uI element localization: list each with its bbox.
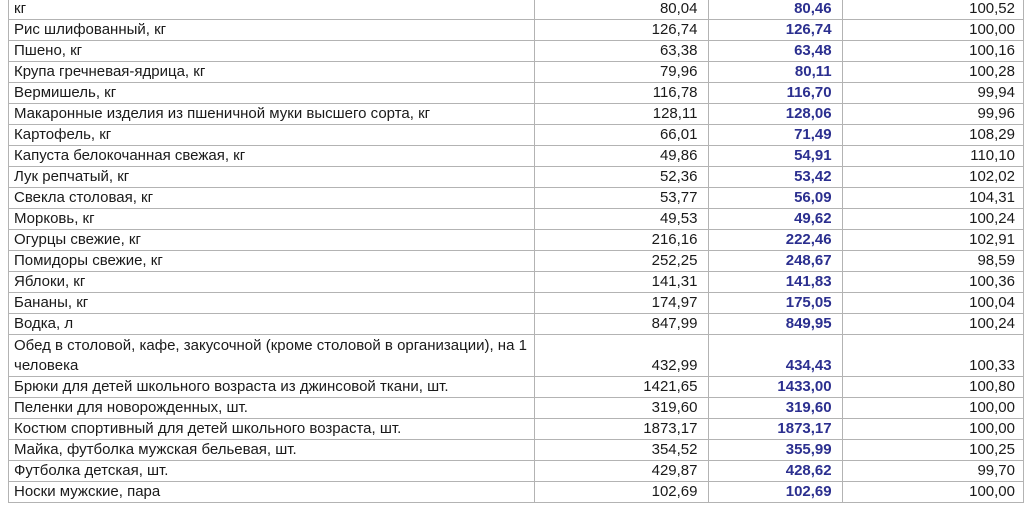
table-row — [9, 104, 1024, 125]
table-row — [9, 398, 1024, 419]
product-name-cell: Свекла столовая, кг — [9, 188, 535, 209]
previous-price-cell: 319,60 — [534, 398, 708, 419]
current-price-cell: 128,06 — [708, 104, 842, 125]
price-index-cell: 100,04 — [842, 293, 1023, 314]
current-price-cell: 222,46 — [708, 230, 842, 251]
price-index-cell: 99,94 — [842, 83, 1023, 104]
previous-price-cell: 1873,17 — [534, 419, 708, 440]
product-name-cell: Огурцы свежие, кг — [9, 230, 535, 251]
table-row — [9, 167, 1024, 188]
price-index-cell: 99,70 — [842, 461, 1023, 482]
product-name-cell: Пеленки для новорожденных, шт. — [9, 398, 535, 419]
price-index-cell: 100,00 — [842, 398, 1023, 419]
current-price-cell: 1433,00 — [708, 377, 842, 398]
price-index-cell: 98,59 — [842, 251, 1023, 272]
table-row — [9, 209, 1024, 230]
price-index-cell: 100,28 — [842, 62, 1023, 83]
table-row — [9, 41, 1024, 62]
table-row — [9, 335, 1024, 377]
previous-price-cell: 102,69 — [534, 482, 708, 503]
product-name-cell: Лук репчатый, кг — [9, 167, 535, 188]
previous-price-cell: 49,53 — [534, 209, 708, 230]
price-index-cell: 100,80 — [842, 377, 1023, 398]
previous-price-cell: 63,38 — [534, 41, 708, 62]
price-index-cell: 100,36 — [842, 272, 1023, 293]
price-index-cell: 100,24 — [842, 209, 1023, 230]
current-price-cell: 54,91 — [708, 146, 842, 167]
price-index-cell: 100,00 — [842, 20, 1023, 41]
product-name-cell: кг — [9, 0, 535, 20]
product-name-cell: Пшено, кг — [9, 41, 535, 62]
product-name-cell: Футболка детская, шт. — [9, 461, 535, 482]
table-row — [9, 125, 1024, 146]
product-name-cell: Капуста белокочанная свежая, кг — [9, 146, 535, 167]
previous-price-cell: 66,01 — [534, 125, 708, 146]
previous-price-cell: 252,25 — [534, 251, 708, 272]
previous-price-cell: 116,78 — [534, 83, 708, 104]
previous-price-cell: 429,87 — [534, 461, 708, 482]
current-price-cell: 53,42 — [708, 167, 842, 188]
product-name-cell: Помидоры свежие, кг — [9, 251, 535, 272]
product-name-cell: Рис шлифованный, кг — [9, 20, 535, 41]
table-row — [9, 293, 1024, 314]
product-name-cell: Обед в столовой, кафе, закусочной (кроме столовой в организации), на 1 человека — [9, 335, 535, 377]
current-price-cell: 849,95 — [708, 314, 842, 335]
current-price-cell: 102,69 — [708, 482, 842, 503]
previous-price-cell: 52,36 — [534, 167, 708, 188]
previous-price-cell: 432,99 — [534, 335, 708, 377]
table-row — [9, 461, 1024, 482]
previous-price-cell: 126,74 — [534, 20, 708, 41]
table-row — [9, 0, 1024, 20]
table-row — [9, 272, 1024, 293]
current-price-cell: 434,43 — [708, 335, 842, 377]
table-row — [9, 482, 1024, 503]
table-row — [9, 62, 1024, 83]
product-name-cell: Водка, л — [9, 314, 535, 335]
table-row — [9, 230, 1024, 251]
previous-price-cell: 216,16 — [534, 230, 708, 251]
current-price-cell: 116,70 — [708, 83, 842, 104]
current-price-cell: 355,99 — [708, 440, 842, 461]
price-index-cell: 110,10 — [842, 146, 1023, 167]
table-row — [9, 20, 1024, 41]
previous-price-cell: 141,31 — [534, 272, 708, 293]
product-name-cell: Вермишель, кг — [9, 83, 535, 104]
current-price-cell: 63,48 — [708, 41, 842, 62]
product-name-cell: Крупа гречневая-ядрица, кг — [9, 62, 535, 83]
previous-price-cell: 354,52 — [534, 440, 708, 461]
current-price-cell: 428,62 — [708, 461, 842, 482]
price-index-cell: 100,00 — [842, 419, 1023, 440]
product-name-cell: Картофель, кг — [9, 125, 535, 146]
current-price-cell: 248,67 — [708, 251, 842, 272]
product-name-cell: Бананы, кг — [9, 293, 535, 314]
current-price-cell: 126,74 — [708, 20, 842, 41]
current-price-cell: 80,11 — [708, 62, 842, 83]
price-index-cell: 104,31 — [842, 188, 1023, 209]
price-table — [8, 0, 1024, 503]
table-row — [9, 314, 1024, 335]
table-row — [9, 83, 1024, 104]
previous-price-cell: 49,86 — [534, 146, 708, 167]
current-price-cell: 175,05 — [708, 293, 842, 314]
price-index-cell: 100,24 — [842, 314, 1023, 335]
table-row — [9, 377, 1024, 398]
table-row — [9, 188, 1024, 209]
price-index-cell: 102,91 — [842, 230, 1023, 251]
price-index-cell: 108,29 — [842, 125, 1023, 146]
previous-price-cell: 79,96 — [534, 62, 708, 83]
price-index-cell: 99,96 — [842, 104, 1023, 125]
previous-price-cell: 53,77 — [534, 188, 708, 209]
current-price-cell: 71,49 — [708, 125, 842, 146]
table-row — [9, 440, 1024, 461]
product-name-cell: Морковь, кг — [9, 209, 535, 230]
table-row — [9, 419, 1024, 440]
table-row — [9, 251, 1024, 272]
current-price-cell: 141,83 — [708, 272, 842, 293]
product-name-cell: Носки мужские, пара — [9, 482, 535, 503]
price-index-cell: 100,00 — [842, 482, 1023, 503]
price-table-body — [9, 0, 1024, 503]
previous-price-cell: 174,97 — [534, 293, 708, 314]
price-index-cell: 100,25 — [842, 440, 1023, 461]
previous-price-cell: 80,04 — [534, 0, 708, 20]
previous-price-cell: 1421,65 — [534, 377, 708, 398]
current-price-cell: 56,09 — [708, 188, 842, 209]
current-price-cell: 1873,17 — [708, 419, 842, 440]
product-name-cell: Брюки для детей школьного возраста из джинсовой ткани, шт. — [9, 377, 535, 398]
price-index-cell: 102,02 — [842, 167, 1023, 188]
previous-price-cell: 847,99 — [534, 314, 708, 335]
price-index-cell: 100,16 — [842, 41, 1023, 62]
product-name-cell: Костюм спортивный для детей школьного возраста, шт. — [9, 419, 535, 440]
table-row — [9, 146, 1024, 167]
price-index-cell: 100,52 — [842, 0, 1023, 20]
current-price-cell: 49,62 — [708, 209, 842, 230]
product-name-cell: Яблоки, кг — [9, 272, 535, 293]
previous-price-cell: 128,11 — [534, 104, 708, 125]
product-name-cell: Майка, футболка мужская бельевая, шт. — [9, 440, 535, 461]
product-name-cell: Макаронные изделия из пшеничной муки высшего сорта, кг — [9, 104, 535, 125]
current-price-cell: 319,60 — [708, 398, 842, 419]
current-price-cell: 80,46 — [708, 0, 842, 20]
price-index-cell: 100,33 — [842, 335, 1023, 377]
